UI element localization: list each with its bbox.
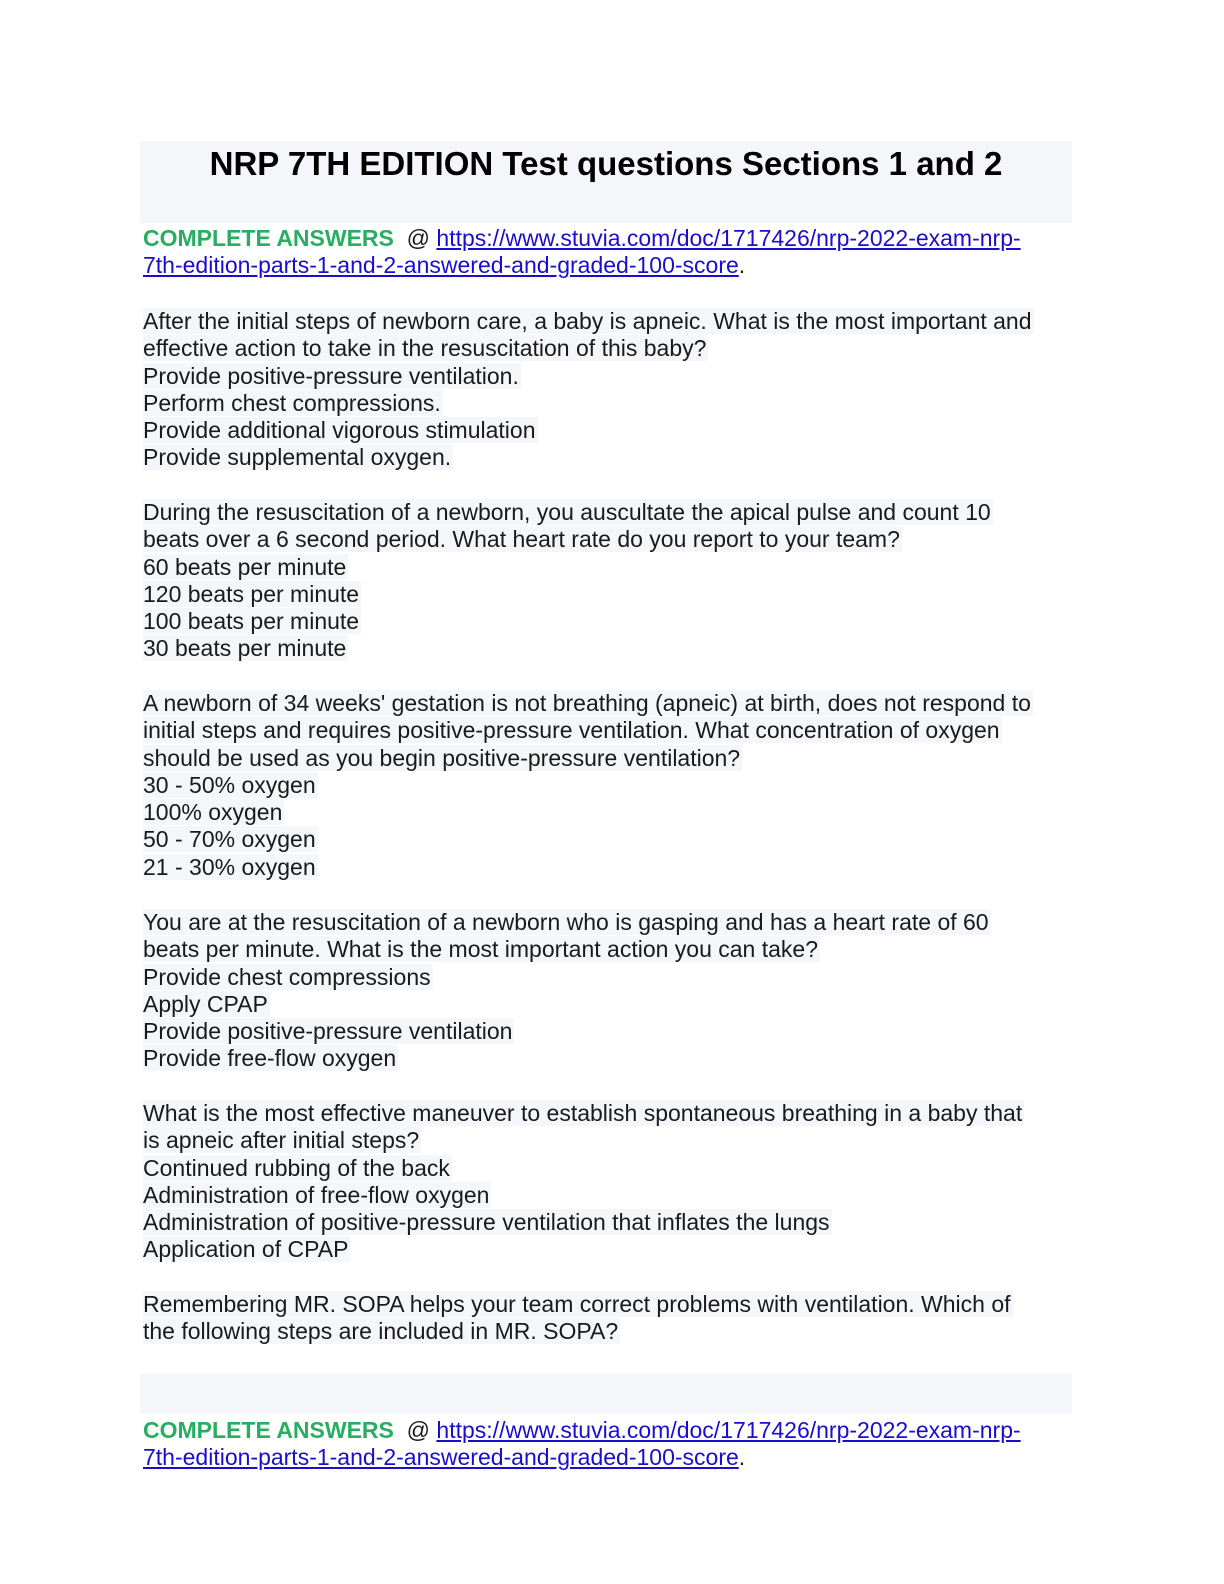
answer-option[interactable]: 120 beats per minute [143,580,360,607]
answer-option[interactable]: Continued rubbing of the back [143,1154,450,1181]
answer-option[interactable]: 21 - 30% oxygen [143,853,316,880]
footer-band [140,1374,1072,1414]
answer-option[interactable]: 30 beats per minute [143,635,347,662]
answer-option[interactable]: Administration of positive-pressure ventilation that inflates the lungs [143,1209,830,1236]
stuvia-link[interactable]: https://www.stuvia.com/doc/1717426/nrp-2022-exam-nrp- 7th-edition-parts-1-and-2-answered-and-graded-100-score [143,1417,1021,1470]
question-6 [143,1291,1073,1346]
question-1 [143,308,1073,472]
question-text-line: A newborn of 34 weeks' gestation is not breathing (apneic) at birth, does not respond to [143,690,1031,716]
question-text-line: beats over a 6 second period. What heart rate do you report to your team? [143,526,900,553]
complete-answers-label: COMPLETE ANSWERS [143,1417,394,1443]
answer-option[interactable]: Administration of free-flow oxygen [143,1181,490,1208]
question-text-line: beats per minute. What is the most important action you can take? [143,936,819,963]
question-text-line: During the resuscitation of a newborn, you auscultate the apical pulse and count 10 [143,499,991,525]
question-text-line: the following steps are included in MR. SOPA? [143,1318,619,1345]
question-3 [143,690,1073,881]
stuvia-link[interactable]: https://www.stuvia.com/doc/1717426/nrp-2022-exam-nrp- 7th-edition-parts-1-and-2-answered-and-graded-100-score [143,225,1021,278]
answer-option[interactable]: 100 beats per minute [143,608,360,635]
answer-option[interactable]: 60 beats per minute [143,553,347,580]
at-symbol: @ [406,1417,431,1443]
question-4 [143,909,1073,1073]
question-text-line: initial steps and requires positive-pressure ventilation. What concentration of oxygen [143,717,1000,744]
answer-option[interactable]: Provide positive-pressure ventilation. [143,362,519,389]
answer-option[interactable]: Provide supplemental oxygen. [143,444,452,471]
complete-answers-bottom: COMPLETE ANSWERS @ https://www.stuvia.com/doc/1717426/nrp-2022-exam-nrp- 7th-edition-parts-1-and-2-answered-and-graded-100-score. [143,1417,1021,1470]
question-text-line: is apneic after initial steps? [143,1127,420,1154]
answer-option[interactable]: Application of CPAP [143,1236,349,1263]
question-text-line: You are at the resuscitation of a newborn who is gasping and has a heart rate of 60 [143,909,989,935]
complete-answers-top: COMPLETE ANSWERS @ https://www.stuvia.com/doc/1717426/nrp-2022-exam-nrp- 7th-edition-parts-1-and-2-answered-and-graded-100-score. [143,225,1021,278]
at-symbol: @ [406,225,431,251]
question-text-line: After the initial steps of newborn care, a baby is apneic. What is the most important and [143,308,1032,334]
document-title: NRP 7TH EDITION Test questions Sections 1 and 2 [209,145,1003,182]
answer-option[interactable]: 100% oxygen [143,799,283,826]
complete-answers-label: COMPLETE ANSWERS [143,225,394,251]
question-text-line: should be used as you begin positive-pressure ventilation? [143,744,741,771]
answer-option[interactable]: Apply CPAP [143,990,268,1017]
answer-option[interactable]: Provide chest compressions [143,963,431,990]
question-text-line: effective action to take in the resuscitation of this baby? [143,335,707,362]
answer-option[interactable]: Perform chest compressions. [143,389,441,416]
answer-option[interactable]: 50 - 70% oxygen [143,826,316,853]
question-text-line: What is the most effective maneuver to establish spontaneous breathing in a baby that [143,1100,1023,1126]
question-2 [143,499,1073,663]
question-text-line: Remembering MR. SOPA helps your team correct problems with ventilation. Which of [143,1291,1011,1317]
answer-option[interactable]: Provide positive-pressure ventilation [143,1018,513,1045]
answer-option[interactable]: Provide free-flow oxygen [143,1045,397,1072]
question-5 [143,1100,1073,1264]
answer-option[interactable]: 30 - 50% oxygen [143,771,316,798]
answer-option[interactable]: Provide additional vigorous stimulation [143,417,536,444]
